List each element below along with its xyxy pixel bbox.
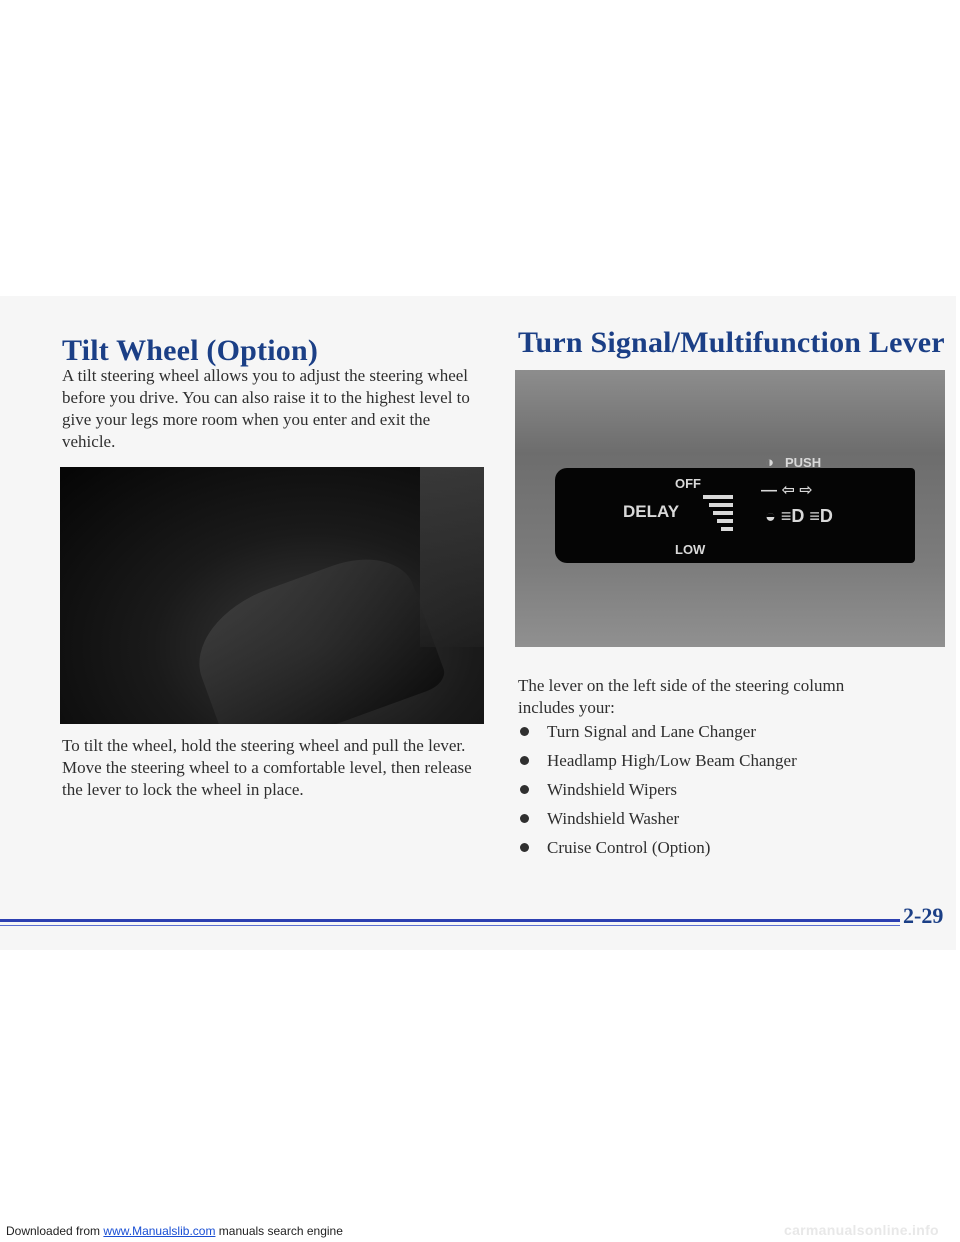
lever-body (555, 468, 915, 563)
list-item: Cruise Control (Option) (518, 838, 797, 867)
headlamp-beam-icon: ◒ ≡D ≡D (765, 506, 833, 526)
turn-arrows-icon: — ⇦ ⇨ (761, 482, 813, 499)
turn-signal-heading: Turn Signal/Multifunction Lever (518, 326, 945, 359)
page-rule-thin (0, 925, 900, 926)
list-item: Turn Signal and Lane Changer (518, 722, 797, 751)
wiper-low-label: LOW (675, 542, 706, 557)
steering-wheel-shape (181, 542, 448, 724)
bullet-icon (520, 843, 529, 852)
washer-icon: ◑ (765, 454, 775, 471)
bullet-icon (520, 785, 529, 794)
lever-features-list (518, 722, 797, 867)
tilt-wheel-photo (60, 467, 484, 724)
wiper-delay-label: DELAY (623, 502, 680, 521)
list-item: Windshield Washer (518, 809, 797, 838)
multifunction-lever-photo (515, 370, 945, 647)
page-rule (0, 919, 900, 922)
steering-column-shape (420, 467, 484, 647)
page-number: 2-29 (903, 903, 944, 928)
tilt-wheel-instructions: To tilt the wheel, hold the steering wheel and pull the lever. Move the steering wheel to a comfortable level, then release the lever to lock the wheel in place. (62, 736, 472, 799)
bullet-icon (520, 814, 529, 823)
washer-push-label: PUSH (785, 455, 822, 470)
list-item: Windshield Wipers (518, 780, 797, 809)
wiper-off-label: OFF (675, 476, 701, 491)
tilt-wheel-heading: Tilt Wheel (Option) (62, 334, 319, 367)
tilt-wheel-intro: A tilt steering wheel allows you to adjust the steering wheel before you drive. You can also raise it to the highest level to give your legs more room when you enter and exit the vehicle. (62, 366, 470, 451)
wiper-speed-bars (703, 495, 733, 535)
manualslib-link[interactable]: www.Manualslib.com (103, 1224, 216, 1238)
bullet-icon (520, 727, 529, 736)
lever-intro: The lever on the left side of the steering column includes your: (518, 676, 845, 717)
bullet-icon (520, 756, 529, 765)
download-footer: Downloaded from www.Manualslib.com manuals search engine (6, 1224, 343, 1238)
list-item: Headlamp High/Low Beam Changer (518, 751, 797, 780)
watermark: carmanualsonline.info (784, 1222, 939, 1238)
